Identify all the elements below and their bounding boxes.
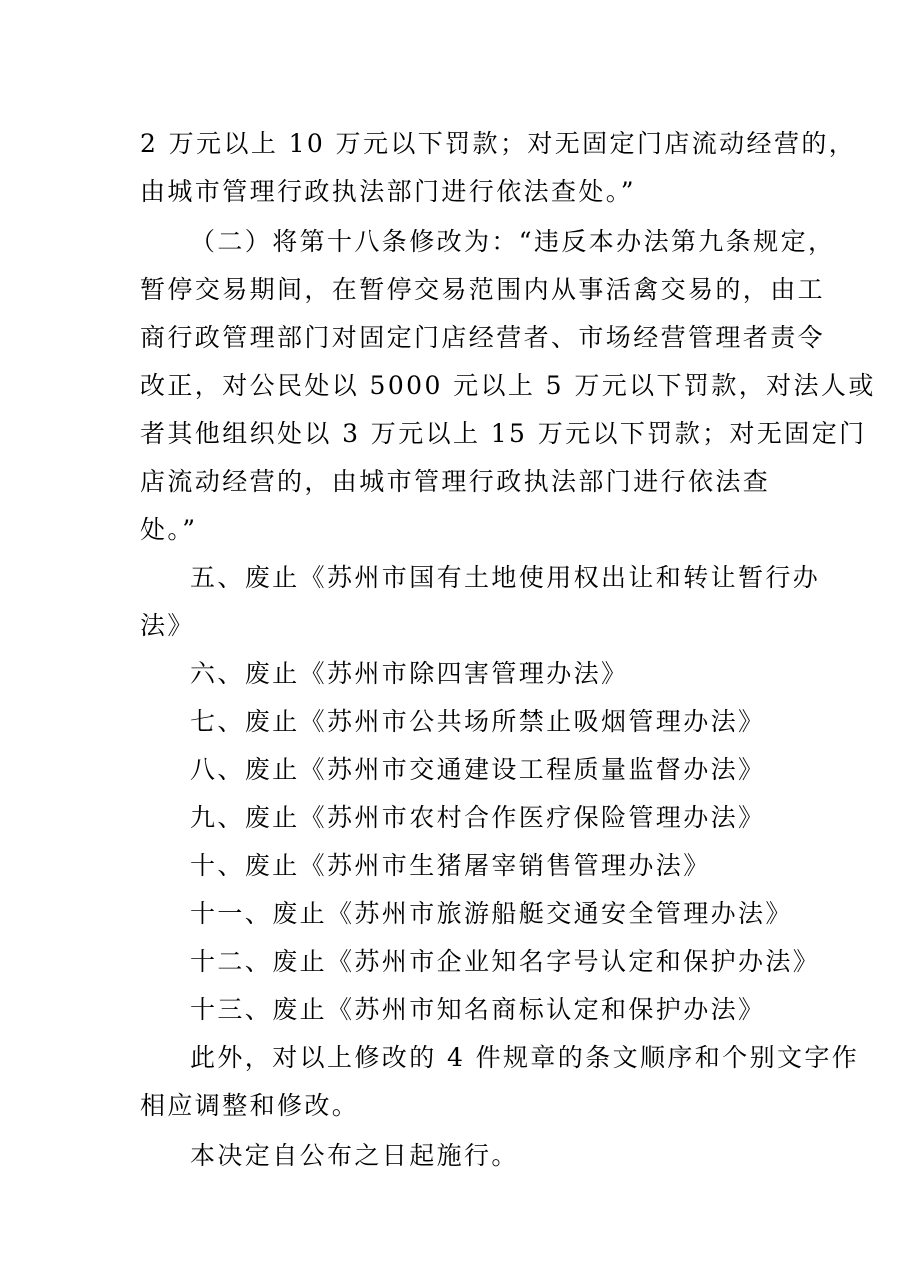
text-line-13: 七、废止《苏州市公共场所禁止吸烟管理办法》: [190, 707, 766, 736]
text-line-18: 十二、废止《苏州市企业知名字号认定和保护办法》: [190, 947, 821, 976]
text-line-15: 九、废止《苏州市农村合作医疗保险管理办法》: [190, 803, 766, 832]
text-line-2: 由城市管理行政执法部门进行依法查处。”: [140, 177, 636, 206]
text-line-8: 店流动经营的，由城市管理行政执法部门进行依法查: [140, 467, 771, 496]
text-line-10: 五、废止《苏州市国有土地使用权出让和转让暂行办: [190, 563, 821, 592]
text-line-7: 者其他组织处以 3 万元以上 15 万元以下罚款；对无固定门: [140, 419, 867, 448]
text-line-9: 处。”: [140, 515, 198, 544]
text-line-22: 本决定自公布之日起施行。: [190, 1141, 519, 1170]
text-line-11: 法》: [140, 611, 195, 640]
text-line-17: 十一、废止《苏州市旅游船艇交通安全管理办法》: [190, 899, 793, 928]
text-line-14: 八、废止《苏州市交通建设工程质量监督办法》: [190, 755, 766, 784]
text-line-16: 十、废止《苏州市生猪屠宰销售管理办法》: [190, 851, 711, 880]
text-line-5: 商行政管理部门对固定门店经营者、市场经营管理者责令: [140, 323, 826, 352]
text-line-4: 暂停交易期间，在暂停交易范围内从事活禽交易的，由工: [140, 275, 826, 304]
text-line-3: （二）将第十八条修改为：“违反本办法第九条规定，: [190, 227, 836, 256]
text-line-20: 此外，对以上修改的 4 件规章的条文顺序和个别文字作: [190, 1043, 860, 1072]
text-line-12: 六、废止《苏州市除四害管理办法》: [190, 659, 629, 688]
text-line-6: 改正，对公民处以 5000 元以上 5 万元以下罚款，对法人或: [140, 371, 876, 400]
text-line-19: 十三、废止《苏州市知名商标认定和保护办法》: [190, 995, 766, 1024]
text-line-21: 相应调整和修改。: [140, 1091, 360, 1120]
text-line-1: 2 万元以上 10 万元以下罚款；对无固定门店流动经营的，: [140, 129, 857, 158]
